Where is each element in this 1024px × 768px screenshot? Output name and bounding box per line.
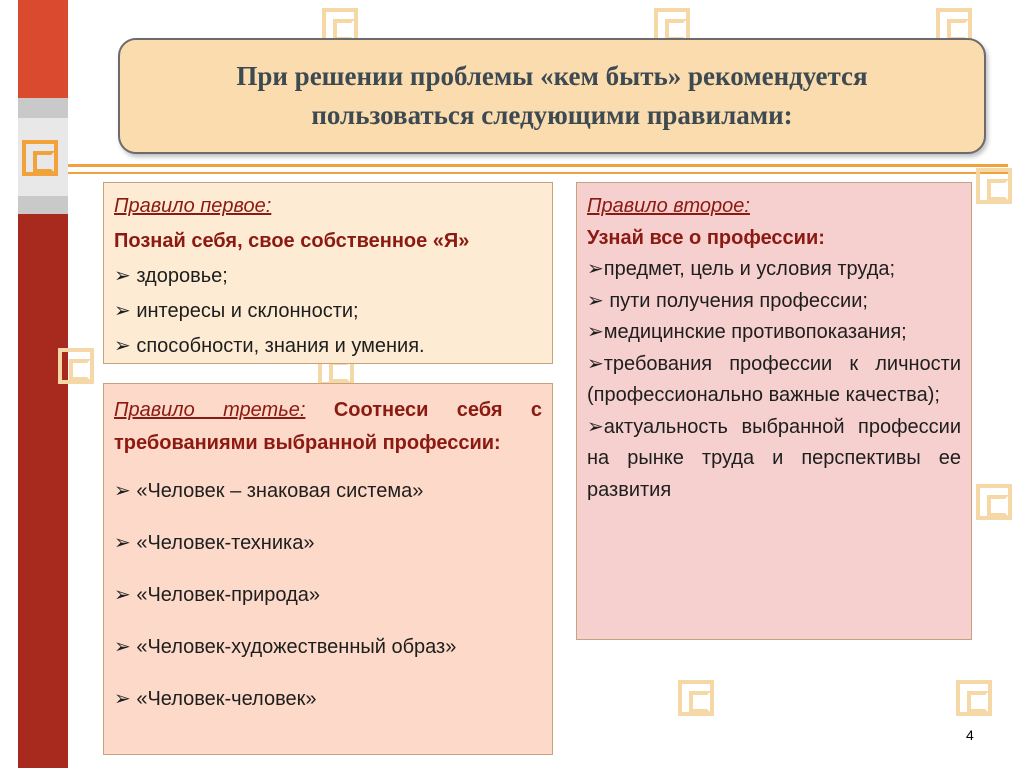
- key-ornament-icon: [976, 484, 1012, 520]
- rule-three-lead: Соотнеси себя с требованиями выбранной профессии:: [114, 399, 543, 454]
- list-item: ➢актуальность выбранной профессии на рынке труда и перспективы ее развития: [587, 415, 961, 501]
- list-item: ➢предмет, цель и условия труда;: [587, 258, 896, 280]
- key-ornament-icon: [976, 168, 1012, 204]
- rule-two-lead: Узнай все о профессии:: [587, 226, 825, 249]
- rule-two-box: [576, 182, 972, 640]
- key-ornament-icon: [956, 680, 992, 716]
- strip-segment: [18, 196, 68, 214]
- gold-divider: [68, 164, 1008, 167]
- list-item: ➢ «Человек – знаковая система»: [114, 480, 424, 502]
- list-item: ➢ «Человек-техника»: [114, 532, 315, 554]
- strip-segment: [18, 0, 68, 98]
- list-item: ➢ «Человек-человек»: [114, 688, 317, 710]
- list-item: ➢ здоровье;: [114, 265, 228, 287]
- rule-two-title: Правило второе:: [587, 195, 750, 217]
- strip-segment: [18, 214, 68, 768]
- rule-three-heading: [114, 394, 542, 460]
- list-item: ➢ «Человек-художественный образ»: [114, 636, 457, 658]
- list-item: ➢медицинские противопоказания;: [587, 321, 907, 343]
- key-ornament-icon: [22, 140, 58, 176]
- page-title: При решении проблемы «кем быть» рекомендуется пользоваться следующими правилами:: [236, 61, 868, 130]
- rule-three-title: Правило третье:: [114, 399, 306, 421]
- rule-three-list: [114, 475, 542, 716]
- rule-one-lead: Познай себя, свое собственное «Я»: [114, 230, 470, 252]
- key-ornament-icon: [678, 680, 714, 716]
- strip-segment: [18, 98, 68, 118]
- list-item: ➢требования профессии к личности (профессионально важные качества);: [587, 352, 961, 406]
- list-item: ➢ интересы и склонности;: [114, 300, 359, 322]
- rule-three-box: [103, 383, 553, 755]
- rule-one-box: [103, 182, 553, 364]
- gold-divider: [68, 172, 1008, 174]
- page-number: 4: [966, 727, 974, 743]
- list-item: ➢ пути получения профессии;: [587, 289, 868, 312]
- list-item: ➢ «Человек-природа»: [114, 584, 321, 606]
- header-box: [118, 38, 986, 154]
- list-item: ➢ способности, знания и умения.: [114, 335, 425, 357]
- rule-one-title: Правило первое:: [114, 195, 272, 217]
- key-ornament-icon: [58, 348, 94, 384]
